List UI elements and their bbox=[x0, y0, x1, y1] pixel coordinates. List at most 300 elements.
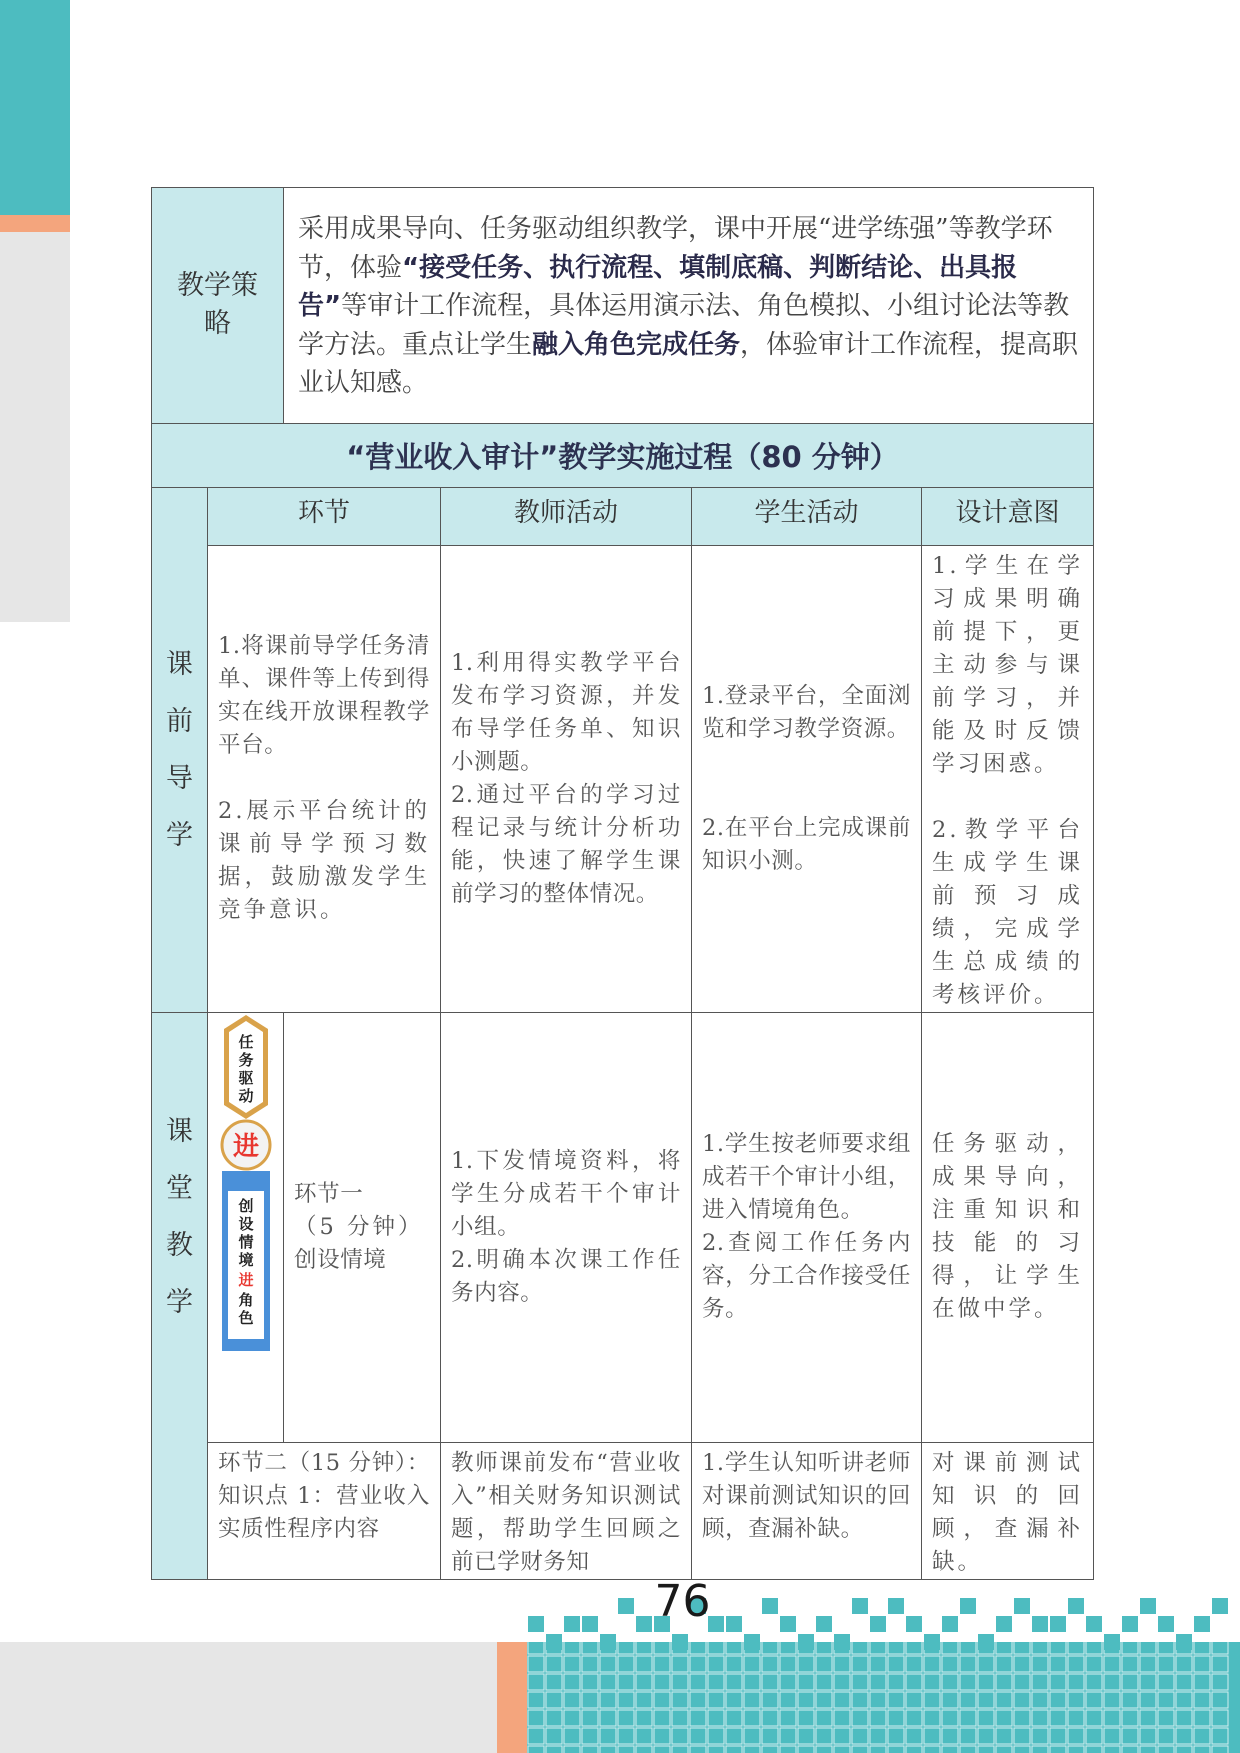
grid-cell bbox=[708, 1656, 724, 1672]
grid-cell bbox=[996, 1656, 1012, 1672]
grid-pixel bbox=[564, 1616, 580, 1632]
header-student: 学生活动 bbox=[692, 487, 922, 545]
grid-pixel bbox=[978, 1634, 994, 1650]
grid-cell bbox=[852, 1656, 868, 1672]
grid-cell bbox=[1014, 1638, 1030, 1654]
grid-cell bbox=[582, 1692, 598, 1708]
grid-cell bbox=[834, 1728, 850, 1744]
stage1-teacher-cell: 1.下发情境资料，将学生分成若干个审计小组。 2.明确本次课工作任务内容。 bbox=[441, 1012, 692, 1442]
grid-cell bbox=[582, 1674, 598, 1690]
grid-cell bbox=[978, 1746, 994, 1753]
grid-cell bbox=[906, 1638, 922, 1654]
grid-cell bbox=[618, 1674, 634, 1690]
grid-cell bbox=[1068, 1710, 1084, 1726]
task-driven-badge bbox=[216, 1013, 276, 1353]
side-teal-bar bbox=[0, 0, 70, 215]
stage1-name: 环节一 bbox=[294, 1180, 364, 1207]
grid-cell bbox=[690, 1638, 706, 1654]
grid-cell bbox=[546, 1710, 562, 1726]
grid-cell bbox=[924, 1746, 940, 1753]
strategy-text: 采用成果导向、任务驱动组织教学，课中开展“进学练强”等教学环节，体验“接受任务、执行流程、填制底稿、判断结论、出具报告”等审计工作流程，具体运用演示法、角色模拟、小组讨论法等教学方法。重点让学生融入角色完成任务，体验审计工作流程，提高职业认知感。 bbox=[284, 188, 1094, 424]
badge-bottom-char-1: 创 bbox=[237, 1196, 254, 1215]
grid-cell bbox=[1104, 1692, 1120, 1708]
grid-cell bbox=[1212, 1692, 1228, 1708]
grid-pixel bbox=[1050, 1616, 1066, 1632]
grid-cell bbox=[546, 1728, 562, 1744]
header-stage: 环节 bbox=[208, 487, 441, 545]
grid-cell bbox=[690, 1728, 706, 1744]
grid-cell bbox=[1050, 1710, 1066, 1726]
grid-cell bbox=[780, 1656, 796, 1672]
grid-pixel bbox=[960, 1598, 976, 1614]
grid-cell bbox=[1032, 1656, 1048, 1672]
grid-cell bbox=[888, 1746, 904, 1753]
grid-cell bbox=[564, 1728, 580, 1744]
grid-cell bbox=[564, 1656, 580, 1672]
grid-cell bbox=[546, 1692, 562, 1708]
grid-cell bbox=[726, 1674, 742, 1690]
grid-cell bbox=[942, 1746, 958, 1753]
grid-pixel bbox=[1032, 1616, 1048, 1632]
grid-cell bbox=[1176, 1692, 1192, 1708]
grid-pixel bbox=[1140, 1598, 1156, 1614]
grid-cell bbox=[1140, 1674, 1156, 1690]
grid-cell bbox=[564, 1674, 580, 1690]
grid-pixel bbox=[798, 1634, 814, 1650]
grid-cell bbox=[762, 1674, 778, 1690]
grid-cell bbox=[870, 1746, 886, 1753]
grid-cell bbox=[870, 1674, 886, 1690]
stage1-student-cell: 1.学生按老师要求组成若干个审计小组，进入情境角色。 2.查阅工作任务内容，分工合作接受任务。 bbox=[692, 1012, 922, 1442]
grid-cell bbox=[528, 1728, 544, 1744]
grid-cell bbox=[1176, 1746, 1192, 1753]
grid-cell bbox=[780, 1710, 796, 1726]
preclass-stage-cell: 1.将课前导学任务清单、课件等上传到得实在线开放课程教学平台。 2.展示平台统计的课前导学预习数据，鼓励激发学生竞争意识。 bbox=[208, 545, 441, 1012]
grid-cell bbox=[816, 1674, 832, 1690]
grid-cell bbox=[1104, 1674, 1120, 1690]
grid-cell bbox=[978, 1728, 994, 1744]
grid-pixel bbox=[870, 1616, 886, 1632]
bottom-orange-band bbox=[497, 1642, 527, 1753]
grid-cell bbox=[888, 1674, 904, 1690]
grid-cell bbox=[1140, 1710, 1156, 1726]
header-row bbox=[152, 487, 1094, 545]
grid-cell bbox=[1140, 1728, 1156, 1744]
grid-cell bbox=[1086, 1710, 1102, 1726]
grid-cell bbox=[888, 1638, 904, 1654]
grid-pixel bbox=[1176, 1634, 1192, 1650]
grid-cell bbox=[1158, 1710, 1174, 1726]
side-gray-bar bbox=[0, 232, 70, 622]
grid-cell bbox=[780, 1746, 796, 1753]
grid-cell bbox=[744, 1674, 760, 1690]
grid-cell bbox=[654, 1692, 670, 1708]
stage-badge-cell bbox=[208, 1012, 284, 1442]
grid-cell bbox=[1212, 1710, 1228, 1726]
grid-cell bbox=[1068, 1746, 1084, 1753]
inclass-stage1-row bbox=[152, 1012, 1094, 1442]
grid-cell bbox=[906, 1656, 922, 1672]
grid-cell bbox=[996, 1692, 1012, 1708]
grid-cell bbox=[870, 1710, 886, 1726]
strategy-label: 教学策略 bbox=[152, 188, 284, 424]
grid-cell bbox=[564, 1638, 580, 1654]
grid-pixel bbox=[906, 1616, 922, 1632]
grid-cell bbox=[672, 1656, 688, 1672]
grid-cell bbox=[654, 1674, 670, 1690]
grid-cell bbox=[1140, 1656, 1156, 1672]
badge-bottom-char-4: 境 bbox=[237, 1250, 254, 1269]
grid-cell bbox=[1212, 1746, 1228, 1753]
grid-cell bbox=[1194, 1656, 1210, 1672]
grid-cell bbox=[726, 1692, 742, 1708]
grid-cell bbox=[1086, 1728, 1102, 1744]
grid-cell bbox=[816, 1728, 832, 1744]
header-intent: 设计意图 bbox=[922, 487, 1094, 545]
grid-cell bbox=[906, 1674, 922, 1690]
grid-cell bbox=[1194, 1710, 1210, 1726]
grid-cell bbox=[1032, 1710, 1048, 1726]
grid-cell bbox=[600, 1692, 616, 1708]
grid-cell bbox=[528, 1638, 544, 1654]
grid-cell bbox=[690, 1692, 706, 1708]
grid-cell bbox=[564, 1692, 580, 1708]
grid-cell bbox=[1032, 1674, 1048, 1690]
grid-cell bbox=[1050, 1746, 1066, 1753]
grid-cell bbox=[618, 1638, 634, 1654]
grid-cell bbox=[1086, 1638, 1102, 1654]
grid-cell bbox=[636, 1746, 652, 1753]
grid-cell bbox=[852, 1728, 868, 1744]
grid-cell bbox=[690, 1710, 706, 1726]
grid-cell bbox=[1158, 1692, 1174, 1708]
grid-cell bbox=[996, 1728, 1012, 1744]
grid-cell bbox=[996, 1674, 1012, 1690]
grid-cell bbox=[816, 1746, 832, 1753]
grid-cell bbox=[1194, 1692, 1210, 1708]
grid-pixel bbox=[816, 1616, 832, 1632]
grid-cell bbox=[1014, 1746, 1030, 1753]
grid-cell bbox=[582, 1656, 598, 1672]
grid-pixel bbox=[582, 1616, 598, 1632]
stage1-title: 创设情境 bbox=[294, 1246, 387, 1273]
badge-top-char-4: 动 bbox=[237, 1086, 254, 1105]
grid-cell bbox=[1014, 1692, 1030, 1708]
grid-cell bbox=[1014, 1710, 1030, 1726]
badge-top-char-1: 任 bbox=[237, 1032, 254, 1051]
grid-cell bbox=[960, 1746, 976, 1753]
grid-cell bbox=[906, 1746, 922, 1753]
grid-cell bbox=[1140, 1638, 1156, 1654]
grid-cell bbox=[636, 1674, 652, 1690]
grid-pixel bbox=[852, 1598, 868, 1614]
grid-cell bbox=[870, 1728, 886, 1744]
grid-cell bbox=[528, 1692, 544, 1708]
grid-cell bbox=[798, 1692, 814, 1708]
grid-cell bbox=[726, 1638, 742, 1654]
grid-cell bbox=[1068, 1692, 1084, 1708]
grid-cell bbox=[762, 1710, 778, 1726]
grid-cell bbox=[672, 1710, 688, 1726]
grid-cell bbox=[1176, 1728, 1192, 1744]
grid-cell bbox=[1194, 1638, 1210, 1654]
grid-cell bbox=[1122, 1674, 1138, 1690]
grid-cell bbox=[1050, 1656, 1066, 1672]
grid-cell bbox=[1032, 1692, 1048, 1708]
grid-cell bbox=[690, 1746, 706, 1753]
grid-cell bbox=[582, 1638, 598, 1654]
grid-cell bbox=[1014, 1656, 1030, 1672]
stage2-row bbox=[152, 1442, 1094, 1579]
badge-bottom-char-3: 情 bbox=[237, 1232, 254, 1251]
grid-pixel bbox=[1014, 1598, 1030, 1614]
grid-cell bbox=[834, 1710, 850, 1726]
grid-cell bbox=[528, 1746, 544, 1753]
grid-cell bbox=[690, 1674, 706, 1690]
grid-cell bbox=[1086, 1656, 1102, 1672]
grid-cell bbox=[726, 1710, 742, 1726]
grid-cell bbox=[798, 1674, 814, 1690]
grid-cell bbox=[852, 1710, 868, 1726]
grid-cell bbox=[924, 1656, 940, 1672]
grid-cell bbox=[1050, 1638, 1066, 1654]
grid-cell bbox=[600, 1746, 616, 1753]
grid-cell bbox=[672, 1728, 688, 1744]
grid-cell bbox=[1032, 1728, 1048, 1744]
grid-cell bbox=[888, 1656, 904, 1672]
preclass-student-cell: 1.登录平台，全面浏览和学习教学资源。 2.在平台上完成课前知识小测。 bbox=[692, 545, 922, 1012]
grid-cell bbox=[960, 1638, 976, 1654]
grid-cell bbox=[1176, 1674, 1192, 1690]
grid-cell bbox=[654, 1638, 670, 1654]
grid-cell bbox=[1158, 1728, 1174, 1744]
grid-cell bbox=[870, 1692, 886, 1708]
grid-pixel bbox=[1068, 1598, 1084, 1614]
process-title: “营业收入审计”教学实施过程（80 分钟） bbox=[152, 423, 1094, 487]
grid-cell bbox=[1122, 1638, 1138, 1654]
grid-cell bbox=[654, 1728, 670, 1744]
stage2-intent-cell: 对课前测试知识的回顾，查漏补缺。 bbox=[922, 1442, 1094, 1579]
grid-cell bbox=[708, 1728, 724, 1744]
grid-cell bbox=[1194, 1728, 1210, 1744]
process-title-row bbox=[152, 423, 1094, 487]
grid-cell bbox=[564, 1710, 580, 1726]
bottom-gray-band bbox=[0, 1642, 500, 1753]
grid-cell bbox=[1158, 1638, 1174, 1654]
grid-cell bbox=[1122, 1746, 1138, 1753]
grid-cell bbox=[1050, 1674, 1066, 1690]
grid-cell bbox=[1212, 1638, 1228, 1654]
grid-pixel bbox=[1122, 1616, 1138, 1632]
grid-cell bbox=[600, 1656, 616, 1672]
teaching-plan-table bbox=[151, 187, 1094, 1580]
badge-top-char-3: 驱 bbox=[237, 1068, 254, 1087]
grid-cell bbox=[978, 1674, 994, 1690]
grid-cell bbox=[654, 1710, 670, 1726]
grid-cell bbox=[942, 1710, 958, 1726]
grid-cell bbox=[744, 1710, 760, 1726]
grid-pixel bbox=[924, 1634, 940, 1650]
grid-cell bbox=[564, 1746, 580, 1753]
grid-cell bbox=[924, 1674, 940, 1690]
grid-cell bbox=[1122, 1656, 1138, 1672]
grid-cell bbox=[636, 1692, 652, 1708]
grid-cell bbox=[816, 1638, 832, 1654]
grid-cell bbox=[978, 1692, 994, 1708]
grid-cell bbox=[888, 1692, 904, 1708]
grid-cell bbox=[1014, 1728, 1030, 1744]
grid-cell bbox=[708, 1674, 724, 1690]
grid-cell bbox=[708, 1638, 724, 1654]
grid-cell bbox=[762, 1746, 778, 1753]
grid-cell bbox=[600, 1710, 616, 1726]
grid-cell bbox=[798, 1746, 814, 1753]
grid-cell bbox=[816, 1692, 832, 1708]
grid-pixel bbox=[1158, 1616, 1174, 1632]
preclass-row bbox=[152, 545, 1094, 1012]
grid-cell bbox=[906, 1710, 922, 1726]
grid-cell bbox=[636, 1638, 652, 1654]
stage2-student-cell: 1.学生认知听讲老师对课前测试知识的回顾，查漏补缺。 bbox=[692, 1442, 922, 1579]
grid-cell bbox=[546, 1656, 562, 1672]
grid-cell bbox=[546, 1674, 562, 1690]
grid-cell bbox=[996, 1710, 1012, 1726]
grid-cell bbox=[798, 1656, 814, 1672]
grid-cell bbox=[888, 1728, 904, 1744]
grid-cell bbox=[726, 1728, 742, 1744]
grid-cell bbox=[960, 1728, 976, 1744]
grid-cell bbox=[978, 1656, 994, 1672]
grid-cell bbox=[654, 1656, 670, 1672]
badge-bottom-char-6: 角 bbox=[237, 1290, 254, 1309]
grid-pixel bbox=[600, 1634, 616, 1650]
badge-bottom-char-2: 设 bbox=[237, 1214, 254, 1233]
grid-cell bbox=[816, 1710, 832, 1726]
grid-pixel bbox=[1212, 1598, 1228, 1614]
grid-cell bbox=[636, 1728, 652, 1744]
grid-cell bbox=[636, 1656, 652, 1672]
grid-cell bbox=[870, 1638, 886, 1654]
grid-cell bbox=[654, 1746, 670, 1753]
header-teacher: 教师活动 bbox=[441, 487, 692, 545]
grid-pixel bbox=[942, 1616, 958, 1632]
grid-cell bbox=[906, 1728, 922, 1744]
grid-cell bbox=[744, 1692, 760, 1708]
grid-cell bbox=[582, 1710, 598, 1726]
grid-cell bbox=[726, 1656, 742, 1672]
grid-cell bbox=[636, 1710, 652, 1726]
stage1-time: （5 分钟） bbox=[294, 1213, 424, 1240]
grid-cell bbox=[888, 1710, 904, 1726]
grid-pixel bbox=[1104, 1634, 1120, 1650]
grid-cell bbox=[960, 1674, 976, 1690]
grid-cell bbox=[1068, 1638, 1084, 1654]
grid-cell bbox=[1104, 1710, 1120, 1726]
grid-cell bbox=[906, 1692, 922, 1708]
grid-cell bbox=[1086, 1692, 1102, 1708]
grid-cell bbox=[762, 1638, 778, 1654]
grid-cell bbox=[618, 1746, 634, 1753]
grid-cell bbox=[942, 1674, 958, 1690]
grid-cell bbox=[582, 1728, 598, 1744]
grid-cell bbox=[942, 1728, 958, 1744]
grid-cell bbox=[960, 1710, 976, 1726]
grid-pixel bbox=[834, 1634, 850, 1650]
grid-cell bbox=[1068, 1728, 1084, 1744]
grid-cell bbox=[1122, 1692, 1138, 1708]
grid-cell bbox=[834, 1656, 850, 1672]
grid-cell bbox=[870, 1656, 886, 1672]
grid-cell bbox=[1212, 1728, 1228, 1744]
grid-cell bbox=[708, 1692, 724, 1708]
grid-cell bbox=[1158, 1746, 1174, 1753]
grid-cell bbox=[852, 1674, 868, 1690]
grid-cell bbox=[1212, 1674, 1228, 1690]
strategy-row bbox=[152, 188, 1094, 424]
grid-cell bbox=[978, 1710, 994, 1726]
grid-cell bbox=[1050, 1728, 1066, 1744]
grid-cell bbox=[1176, 1656, 1192, 1672]
grid-cell bbox=[1104, 1728, 1120, 1744]
grid-cell bbox=[744, 1728, 760, 1744]
badge-middle-char: 进 bbox=[232, 1131, 259, 1162]
inclass-label: 课 堂 教 学 bbox=[152, 1012, 208, 1579]
grid-cell bbox=[528, 1674, 544, 1690]
grid-cell bbox=[1104, 1746, 1120, 1753]
grid-cell bbox=[762, 1728, 778, 1744]
grid-cell bbox=[1176, 1710, 1192, 1726]
grid-cell bbox=[780, 1692, 796, 1708]
grid-cell bbox=[924, 1710, 940, 1726]
grid-cell bbox=[834, 1674, 850, 1690]
grid-cell bbox=[1050, 1692, 1066, 1708]
grid-cell bbox=[942, 1656, 958, 1672]
grid-cell bbox=[1122, 1728, 1138, 1744]
stage2-stage-cell: 环节二（15 分钟）：知识点 1：营业收入实质性程序内容 bbox=[208, 1442, 441, 1579]
grid-cell bbox=[1032, 1638, 1048, 1654]
grid-pixel bbox=[996, 1616, 1012, 1632]
grid-cell bbox=[834, 1746, 850, 1753]
grid-pixel bbox=[780, 1616, 796, 1632]
grid-cell bbox=[1158, 1674, 1174, 1690]
grid-cell bbox=[834, 1692, 850, 1708]
grid-cell bbox=[942, 1692, 958, 1708]
grid-cell bbox=[1068, 1674, 1084, 1690]
grid-pixel bbox=[672, 1634, 688, 1650]
grid-cell bbox=[798, 1710, 814, 1726]
grid-cell bbox=[942, 1638, 958, 1654]
stage1-intent-cell: 任务驱动，成果导向，注重知识和技能的习得，让学生在做中学。 bbox=[922, 1012, 1094, 1442]
badge-top-char-2: 务 bbox=[237, 1050, 254, 1069]
grid-cell bbox=[852, 1638, 868, 1654]
grid-pixel bbox=[744, 1634, 760, 1650]
grid-cell bbox=[960, 1656, 976, 1672]
grid-pixel bbox=[1194, 1616, 1210, 1632]
grid-cell bbox=[672, 1674, 688, 1690]
grid-cell bbox=[1086, 1746, 1102, 1753]
grid-cell bbox=[924, 1728, 940, 1744]
grid-cell bbox=[762, 1656, 778, 1672]
grid-pixel bbox=[528, 1616, 544, 1632]
stage1-cell bbox=[284, 1012, 441, 1442]
grid-cell bbox=[1104, 1656, 1120, 1672]
grid-cell bbox=[1122, 1710, 1138, 1726]
grid-cell bbox=[780, 1638, 796, 1654]
grid-cell bbox=[780, 1728, 796, 1744]
grid-cell bbox=[852, 1746, 868, 1753]
grid-cell bbox=[762, 1692, 778, 1708]
grid-cell bbox=[1140, 1746, 1156, 1753]
